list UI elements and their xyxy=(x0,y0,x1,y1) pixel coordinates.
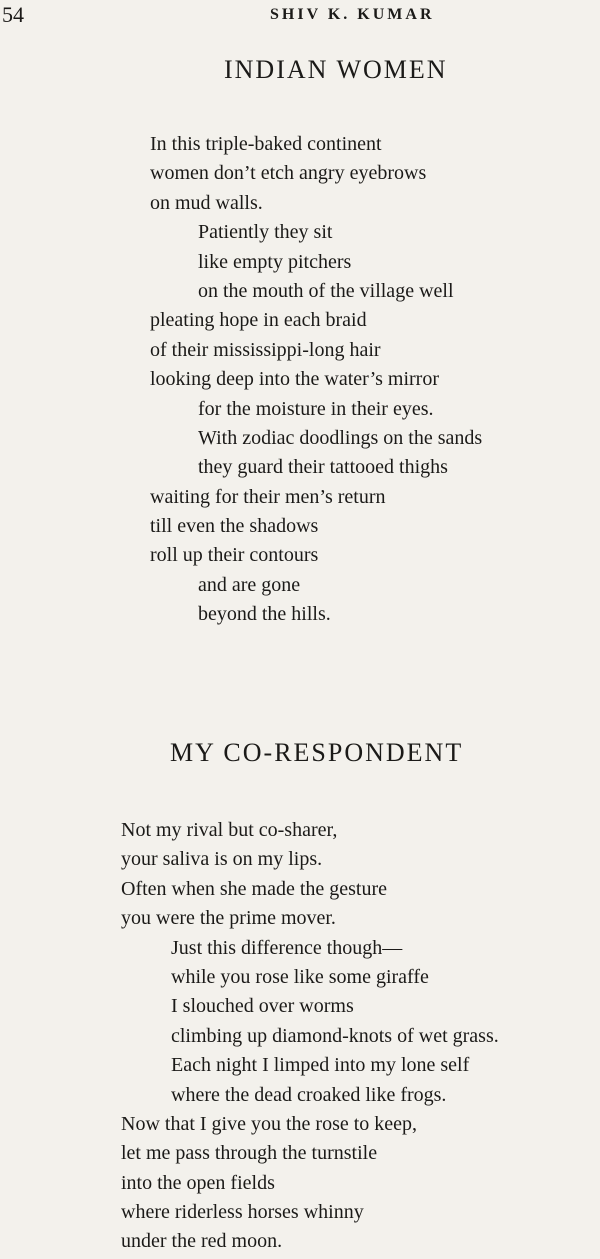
poem-line: and are gone xyxy=(198,573,301,596)
poem-line: for the moisture in their eyes. xyxy=(198,397,434,420)
poem-line: under the red moon. xyxy=(121,1230,283,1253)
poem-line: Not my rival but co-sharer, xyxy=(121,819,338,841)
poem-line: Each night I limped into my lone self xyxy=(171,1054,470,1077)
poem-line: looking deep into the water’s mirror xyxy=(150,368,440,391)
poem-line: With zodiac doodlings on the sands xyxy=(198,426,483,449)
running-head: SHIV K. KUMAR xyxy=(270,6,435,23)
poem-body xyxy=(121,816,499,1257)
poem-line: I slouched over worms xyxy=(171,995,354,1018)
poem-line: like empty pitchers xyxy=(198,250,352,273)
poem-line: In this triple-baked continent xyxy=(150,133,382,155)
poem-line: waiting for their men’s return xyxy=(150,485,386,508)
poem-body xyxy=(150,130,482,630)
poem-line: climbing up diamond-knots of wet grass. xyxy=(171,1024,499,1047)
poem-line: let me pass through the turnstile xyxy=(121,1142,378,1165)
poem-line: roll up their contours xyxy=(150,544,319,567)
poem-line: where riderless horses whinny xyxy=(121,1201,364,1224)
poem-line: you were the prime mover. xyxy=(121,907,336,930)
page-number: 54 xyxy=(2,2,24,27)
poem-line: till even the shadows xyxy=(150,515,319,538)
poem-line: of their mississippi-long hair xyxy=(150,338,381,361)
poem-line: on mud walls. xyxy=(150,191,263,214)
poem-line: women don’t etch angry eyebrows xyxy=(150,162,427,185)
poem-line: Patiently they sit xyxy=(198,221,333,244)
poem-line: they guard their tattooed thighs xyxy=(198,456,448,479)
poem-line: Just this difference though— xyxy=(171,936,403,959)
poem-line: beyond the hills. xyxy=(198,603,331,626)
poem-line: into the open fields xyxy=(121,1171,275,1194)
poem-title: INDIAN WOMEN xyxy=(224,55,448,84)
poem-line: where the dead croaked like frogs. xyxy=(171,1083,447,1106)
poem-line: pleating hope in each braid xyxy=(150,309,367,332)
poem-line: while you rose like some giraffe xyxy=(171,965,429,988)
poem-line: your saliva is on my lips. xyxy=(121,848,323,871)
poem-line: Now that I give you the rose to keep, xyxy=(121,1112,418,1135)
poem-line: Often when she made the gesture xyxy=(121,877,388,900)
poem-line: on the mouth of the village well xyxy=(198,279,454,302)
poem-title: MY CO-RESPONDENT xyxy=(170,738,464,767)
